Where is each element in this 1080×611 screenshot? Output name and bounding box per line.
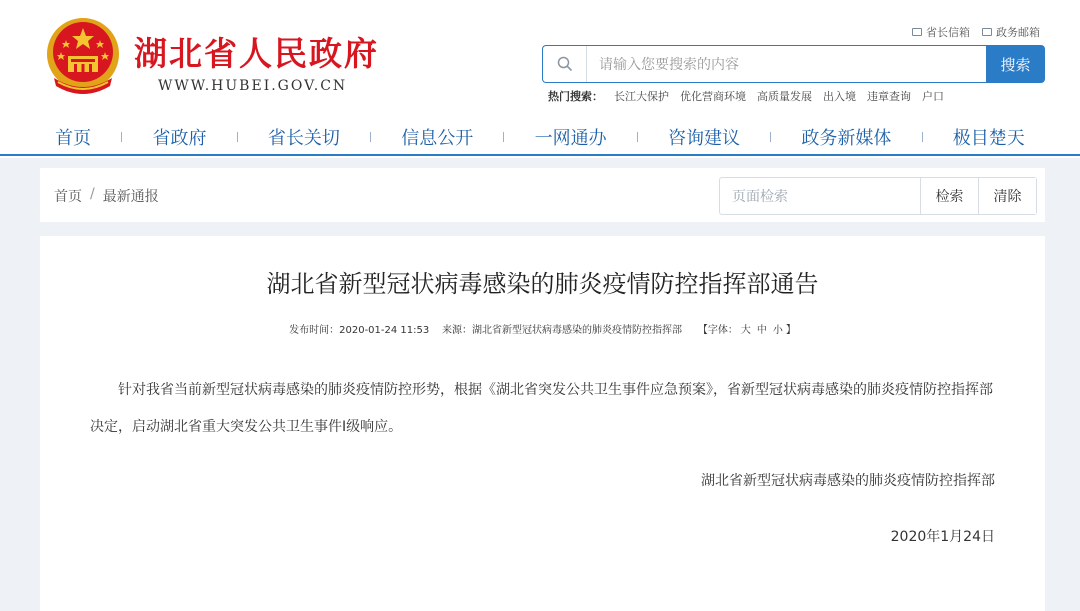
article-signature: 湖北省新型冠状病毒感染的肺炎疫情防控指挥部 xyxy=(701,473,995,489)
publish-time-label: 发布时间： xyxy=(289,325,340,336)
national-emblem-icon xyxy=(44,16,122,102)
nav-divider xyxy=(237,132,238,142)
gov-mail-label: 政务邮箱 xyxy=(996,26,1040,39)
page-clear-button[interactable]: 清除 xyxy=(978,178,1036,214)
article-date: 2020年1月24日 xyxy=(890,529,995,545)
breadcrumb-bar xyxy=(40,168,1045,222)
nav-divider xyxy=(770,132,771,142)
main-nav xyxy=(0,120,1080,156)
hot-search-item[interactable]: 高质量发展 xyxy=(757,90,812,103)
hot-search-item[interactable]: 户口 xyxy=(922,90,944,103)
hot-search-label: 热门搜索： xyxy=(548,90,603,103)
nav-item-home[interactable]: 首页 xyxy=(55,128,92,149)
site-search xyxy=(542,45,986,83)
hot-search-item[interactable]: 长江大保护 xyxy=(614,90,669,103)
article-meta xyxy=(40,321,1045,336)
font-size-large[interactable]: 大 xyxy=(740,325,751,336)
governor-mailbox-label: 省长信箱 xyxy=(926,26,970,39)
breadcrumb xyxy=(54,186,159,206)
top-links xyxy=(912,24,1040,40)
nav-item-new-media[interactable]: 政务新媒体 xyxy=(801,128,892,149)
article xyxy=(40,236,1045,611)
hot-search-item[interactable]: 违章查询 xyxy=(867,90,911,103)
breadcrumb-separator: / xyxy=(90,186,95,202)
gov-mail-link[interactable] xyxy=(982,24,1040,40)
publish-time: 2020-01-24 11:53 xyxy=(339,325,430,336)
nav-divider xyxy=(503,132,504,142)
site-url: WWW.HUBEI.GOV.CN xyxy=(158,78,348,94)
nav-divider xyxy=(922,132,923,142)
nav-divider xyxy=(370,132,371,142)
mail-icon xyxy=(982,28,992,36)
hot-search-item[interactable]: 优化营商环境 xyxy=(680,90,746,103)
governor-mailbox-link[interactable] xyxy=(912,24,970,40)
article-body: 针对我省当前新型冠状病毒感染的肺炎疫情防控形势，根据《湖北省突发公共卫生事件应急预案》，省新型冠状病毒感染的肺炎疫情防控指挥部决定，启动湖北省重大突发公共卫生事件Ⅰ级响应。 xyxy=(90,382,993,435)
nav-item-jimu-chutian[interactable]: 极目楚天 xyxy=(952,128,1025,149)
font-size-close: 】 xyxy=(785,325,796,336)
article-title: 湖北省新型冠状病毒感染的肺炎疫情防控指挥部通告 xyxy=(266,270,819,298)
hot-search-item[interactable]: 出入境 xyxy=(823,90,856,103)
hot-search-bar xyxy=(548,88,944,104)
search-button[interactable]: 搜索 xyxy=(986,45,1045,83)
nav-item-consult[interactable]: 咨询建议 xyxy=(667,128,740,149)
nav-item-info-disclosure[interactable]: 信息公开 xyxy=(401,128,474,149)
nav-divider xyxy=(121,132,122,142)
page-search xyxy=(719,177,1037,215)
search-input[interactable] xyxy=(589,46,979,82)
breadcrumb-home[interactable]: 首页 xyxy=(54,189,82,205)
site-header xyxy=(0,0,1080,120)
font-size-small[interactable]: 小 xyxy=(772,325,783,336)
font-size-medium[interactable]: 中 xyxy=(756,325,767,336)
nav-item-one-stop-service[interactable]: 一网通办 xyxy=(534,128,607,149)
page-search-input[interactable] xyxy=(720,178,920,214)
search-icon xyxy=(543,46,587,82)
printer-icon xyxy=(912,28,922,36)
breadcrumb-current[interactable]: 最新通报 xyxy=(102,189,159,205)
nav-item-governor-concerns[interactable]: 省长关切 xyxy=(267,128,340,149)
source-label: 来源： xyxy=(441,325,472,336)
nav-divider xyxy=(637,132,638,142)
page-search-button[interactable]: 检索 xyxy=(920,178,978,214)
font-size-label: 【字体： xyxy=(697,325,738,336)
source: 湖北省新型冠状病毒感染的肺炎疫情防控指挥部 xyxy=(471,325,682,336)
site-title[interactable]: 湖北省人民政府 xyxy=(134,34,379,73)
nav-item-province-gov[interactable]: 省政府 xyxy=(152,128,207,149)
